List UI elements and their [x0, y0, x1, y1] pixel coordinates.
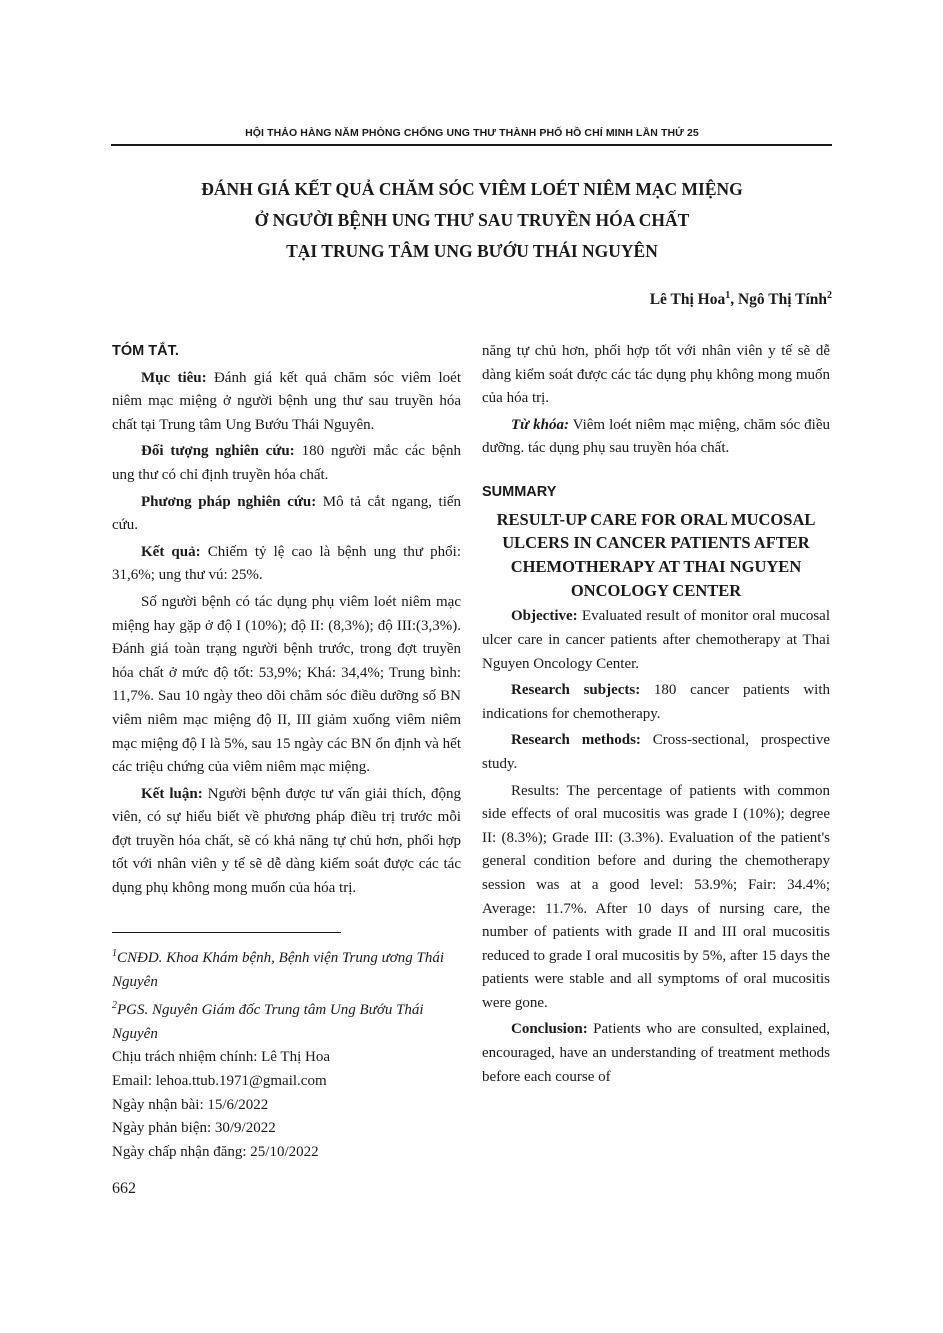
en-objective-label: Objective: — [511, 608, 578, 625]
page-number: 662 — [112, 1180, 136, 1197]
en-methods — [482, 729, 830, 776]
title-line-3: TẠI TRUNG TÂM UNG BƯỚU THÁI NGUYÊN — [286, 241, 658, 261]
left-column — [112, 340, 461, 904]
vi-methods — [112, 491, 461, 538]
en-subjects-text: 180 cancer patients with indications for chemotherapy. — [482, 682, 830, 722]
vi-conclusion-label: Kết luận: — [141, 785, 203, 802]
vi-conclusion-continued: năng tự chủ hơn, phối hợp tốt với nhân viên y tế sẽ dễ dàng kiểm soát được các tác dụng phụ không mong muốn của hóa trị. — [482, 343, 830, 407]
date-accepted: Ngày chấp nhận đăng: 25/10/2022 — [112, 1143, 319, 1160]
en-results: Results: The percentage of patients with common side effects of oral mucositis was grade I (10%); degree II: (8.3%); Grade III: (3.3%). Evaluation of the patient's general condition before and during the chemotherapy session was at a good level: 53.9%; Fair: 34.4%; Average: 11.7%. After 10 days of nursing care, the number of patients with grade II and III oral mucositis reduced to grade I oral mucositis by 5%, after 15 days the patients were stable and all symptoms of oral mucositis were gone. — [482, 782, 830, 1011]
title-line-2: Ở NGƯỜI BỆNH UNG THƯ SAU TRUYỀN HÓA CHẤT — [254, 210, 690, 230]
running-header: HỘI THẢO HÀNG NĂM PHÒNG CHỐNG UNG THƯ THÀNH PHỐ HỒ CHÍ MINH LẦN THỨ 25 — [245, 127, 699, 139]
footnote-1 — [112, 942, 461, 994]
en-conclusion-label: Conclusion: — [511, 1021, 588, 1038]
en-subjects-label: Research subjects: — [511, 682, 641, 699]
date-received: Ngày nhận bài: 15/6/2022 — [112, 1096, 269, 1113]
en-conclusion-text: Patients who are consulted, explained, encouraged, have an understanding of treatment methods before each course of — [482, 1021, 830, 1085]
vi-results-detail: Số người bệnh có tác dụng phụ viêm loét niêm mạc miệng hay gặp ở độ I (10%); độ II: (8,3%); độ III:(3,3%). Đánh giá toàn trạng người bệnh trước, trong đợt truyền hóa chất ở mức độ tốt: 53,9%; Khá: 34,4%; Trung bình: 11,7%. Sau 10 ngày theo dõi chăm sóc điều dưỡng số BN viêm niêm mạc miệng độ II, III giảm xuống viêm niêm mạc miệng độ I là 5%, sau 15 ngày các BN ổn định và hết các triệu chứng của viêm niêm mạc miệng. — [112, 593, 461, 776]
en-methods-label: Research methods: — [511, 732, 641, 749]
en-abstract-heading: SUMMARY — [482, 483, 557, 500]
vi-methods-text: Mô tả cắt ngang, tiến cứu. — [112, 493, 462, 534]
author-2-affiliation: 2 — [827, 290, 832, 301]
author-1: Lê Thị Hoa — [649, 291, 726, 309]
footnote-1-mark: 1 — [112, 948, 117, 959]
author-2: Ngô Thị Tính — [737, 291, 827, 309]
vi-methods-label: Phương pháp nghiên cứu: — [141, 493, 317, 510]
title-line-1: ĐÁNH GIÁ KẾT QUẢ CHĂM SÓC VIÊM LOÉT NIÊM MẠC MIỆNG — [201, 179, 743, 199]
header-rule — [111, 144, 832, 146]
vi-conclusion-text: Người bệnh được tư vấn giải thích, động viên, có sự hiểu biết về phương pháp điều trị trước mỗi đợt truyền hóa chất, sẽ có khả năng tự chủ hơn, phối hợp tốt với nhân viên y tế sẽ dễ dàng kiểm soát được các tác dụng phụ không mong muốn của hóa trị. — [112, 785, 461, 897]
date-reviewed: Ngày phản biện: 30/9/2022 — [112, 1120, 276, 1137]
vi-abstract-heading: TÓM TẮT. — [112, 343, 179, 359]
footnotes — [112, 942, 461, 1164]
vi-subjects-label: Đối tượng nghiên cứu: — [141, 443, 295, 460]
vi-results — [112, 541, 461, 588]
contact-email[interactable]: Email: lehoa.ttub.1971@gmail.com — [112, 1072, 327, 1089]
vi-subjects — [112, 440, 461, 487]
en-conclusion — [482, 1018, 830, 1089]
en-objective-text: Evaluated result of monitor oral mucosal ulcer care in cancer patients after chemotherapy at Thai Nguyen Oncology Center. — [482, 608, 830, 672]
vi-objective-label: Mục tiêu: — [141, 369, 207, 386]
en-subjects — [482, 679, 830, 726]
responsible-author: Chịu trách nhiệm chính: Lê Thị Hoa — [112, 1049, 331, 1066]
vi-conclusion — [112, 783, 461, 901]
en-methods-text: Cross-sectional, prospective study. — [482, 732, 830, 772]
en-objective — [482, 605, 830, 676]
footnote-2-text: PGS. Nguyên Giám đốc Trung tâm Ung Bướu Thái Nguyên — [112, 1002, 424, 1042]
footnote-1-text: CNĐD. Khoa Khám bệnh, Bệnh viện Trung ương Thái Nguyên — [112, 950, 445, 990]
author-list — [650, 290, 832, 309]
paper-title — [112, 174, 832, 267]
vi-keywords-text: Viêm loét niêm mạc miệng, chăm sóc điều dưỡng. tác dụng phụ sau truyền hóa chất. — [482, 416, 830, 457]
right-column — [482, 340, 830, 1092]
footnote-2-mark: 2 — [112, 1000, 117, 1012]
vi-results-text: Chiếm tỷ lệ cao là bệnh ung thư phổi: 31,6%; ung thư vú: 25%. — [112, 543, 462, 584]
footnote-rule — [112, 932, 341, 933]
author-separator: , — [730, 291, 738, 309]
vi-subjects-text: 180 người mắc các bệnh ung thư có chỉ định truyền hóa chất. — [112, 443, 462, 483]
vi-objective — [112, 367, 461, 438]
vi-objective-text: Đánh giá kết quả chăm sóc viêm loét niêm mạc miệng ở người bệnh ung thư sau truyền hóa chất tại Trung tâm Ung Bướu Thái Nguyên. — [112, 369, 461, 433]
vi-keywords — [482, 414, 830, 461]
en-abstract-title: RESULT-UP CARE FOR ORAL MUCOSAL ULCERS IN CANCER PATIENTS AFTER CHEMOTHERAPY AT THAI NGUYEN ONCOLOGY CENTER — [496, 509, 816, 600]
vi-results-label: Kết quả: — [141, 543, 201, 560]
author-1-affiliation: 1 — [725, 290, 731, 301]
footnote-2 — [112, 994, 461, 1046]
vi-keywords-label: Từ khóa: — [511, 416, 569, 433]
